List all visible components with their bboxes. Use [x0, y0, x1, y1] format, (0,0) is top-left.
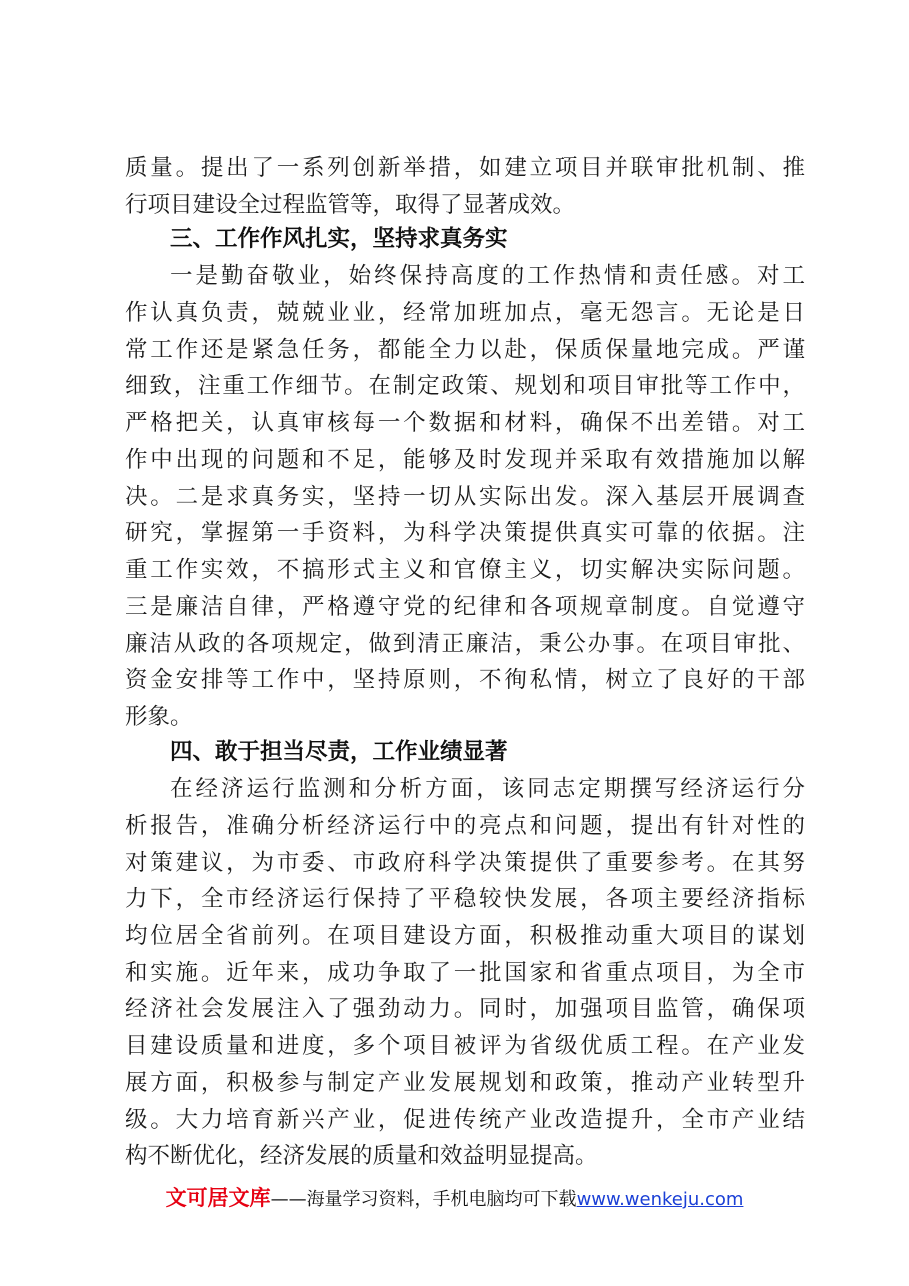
paragraph-line: 作中出现的问题和不足，能够及时发现并采取有效措施加以解: [125, 447, 805, 473]
paragraph-line: 均位居全省前列。在项目建设方面，积极推动重大项目的谋划: [125, 923, 805, 949]
paragraph-line: 在经济运行监测和分析方面，该同志定期撰写经济运行分: [170, 776, 805, 802]
paragraph-line: 严格把关，认真审核每一个数据和材料，确保不出差错。对工: [125, 410, 805, 436]
paragraph-line: 力下，全市经济运行保持了平稳较快发展，各项主要经济指标: [125, 886, 805, 912]
paragraph-line: 展方面，积极参与制定产业发展规划和政策，推动产业转型升: [125, 1070, 805, 1096]
paragraph-line: 构不断优化，经济发展的质量和效益明显提高。: [125, 1143, 598, 1169]
footer-link[interactable]: www.wenkeju.com: [576, 1189, 744, 1210]
paragraph-line: 行项目建设全过程监管等，取得了显著成效。: [125, 192, 576, 218]
paragraph-line: 级。大力培育新兴产业，促进传统产业改造提升，全市产业结: [125, 1107, 805, 1133]
paragraph-line: 研究，掌握第一手资料，为科学决策提供真实可靠的依据。注: [125, 520, 805, 546]
section-heading: 三、工作作风扎实，坚持求真务实: [170, 226, 508, 252]
paragraph-line: 资金安排等工作中，坚持原则，不徇私情，树立了良好的干部: [125, 667, 805, 693]
paragraph-line: 重工作实效，不搞形式主义和官僚主义，切实解决实际问题。: [125, 557, 805, 583]
paragraph-line: 常工作还是紧急任务，都能全力以赴，保质保量地完成。严谨: [125, 337, 805, 363]
paragraph-line: 细致，注重工作细节。在制定政策、规划和项目审批等工作中，: [125, 373, 805, 399]
paragraph-line: 一是勤奋敬业，始终保持高度的工作热情和责任感。对工: [170, 263, 805, 289]
paragraph-line: 目建设质量和进度，多个项目被评为省级优质工程。在产业发: [125, 1033, 805, 1059]
paragraph-line: 析报告，准确分析经济运行中的亮点和问题，提出有针对性的: [125, 813, 805, 839]
section-heading: 四、敢于担当尽责，工作业绩显著: [170, 739, 508, 765]
paragraph-line: 作认真负责，兢兢业业，经常加班加点，毫无怨言。无论是日: [125, 300, 805, 326]
paragraph-line: 经济社会发展注入了强劲动力。同时，加强项目监管，确保项: [125, 996, 805, 1022]
paragraph-line: 形象。: [125, 704, 193, 730]
paragraph-line: 决。二是求真务实，坚持一切从实际出发。深入基层开展调查: [125, 484, 805, 510]
paragraph-line: 质量。提出了一系列创新举措，如建立项目并联审批机制、推: [125, 155, 805, 181]
paragraph-line: 三是廉洁自律，严格遵守党的纪律和各项规章制度。自觉遵守: [125, 594, 805, 620]
paragraph-line: 和实施。近年来，成功争取了一批国家和省重点项目，为全市: [125, 960, 805, 986]
paragraph-line: 廉洁从政的各项规定，做到清正廉洁，秉公办事。在项目审批、: [125, 631, 805, 657]
footer-banner: [0, 1182, 909, 1212]
footer-brand: 文可居文库: [165, 1186, 271, 1210]
paragraph-line: 对策建议，为市委、市政府科学决策提供了重要参考。在其努: [125, 850, 805, 876]
footer-tagline: ——海量学习资料，手机电脑均可下载: [270, 1189, 577, 1210]
